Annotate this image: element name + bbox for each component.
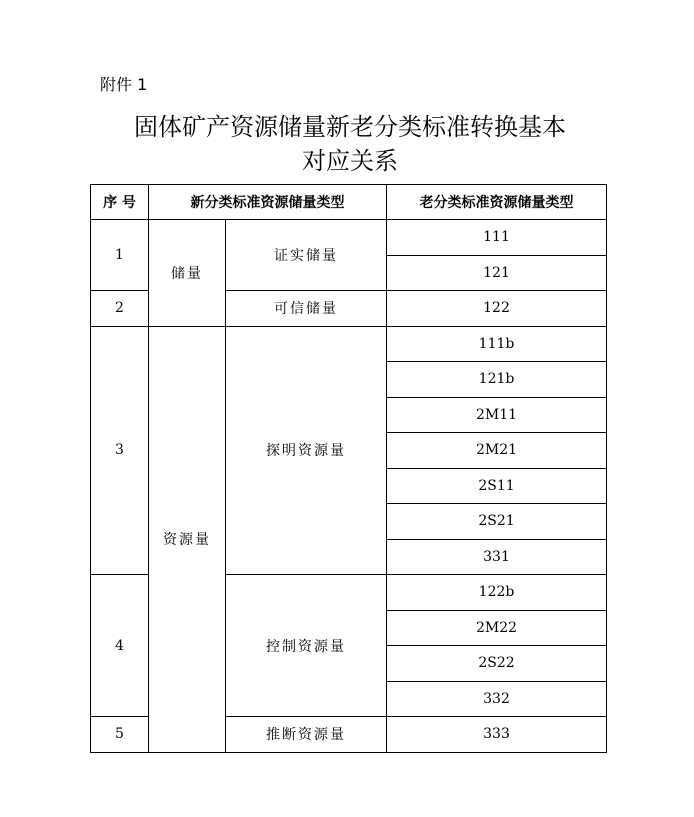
old-code-cell: 2S11	[387, 468, 607, 504]
row-index: 2	[91, 291, 149, 327]
table-header-row	[91, 185, 607, 220]
subtype-cell: 证实储量	[226, 220, 387, 291]
old-code-cell: 2M11	[387, 397, 607, 433]
header-index: 序 号	[91, 185, 149, 220]
header-old-type: 老分类标准资源储量类型	[387, 185, 607, 220]
document-title-line-1: 固体矿产资源储量新老分类标准转换基本	[134, 113, 566, 141]
subtype-cell: 控制资源量	[226, 575, 387, 717]
old-code-cell: 2M22	[387, 610, 607, 646]
subtype-cell: 探明资源量	[226, 326, 387, 575]
attachment-label: 附件 1	[100, 75, 148, 94]
row-index: 4	[91, 575, 149, 717]
group-resource: 资源量	[149, 326, 226, 752]
old-code-cell: 121b	[387, 362, 607, 398]
group-reserve: 储量	[149, 220, 226, 327]
old-code-cell: 331	[387, 539, 607, 575]
old-code-cell: 122b	[387, 575, 607, 611]
row-index: 3	[91, 326, 149, 575]
row-index: 1	[91, 220, 149, 291]
old-code-cell: 2M21	[387, 433, 607, 469]
classification-mapping-table	[90, 184, 607, 753]
old-code-cell: 333	[387, 717, 607, 753]
table-row	[91, 220, 607, 256]
old-code-cell: 121	[387, 255, 607, 291]
header-new-type: 新分类标准资源储量类型	[149, 185, 387, 220]
document-title-line-2: 对应关系	[302, 147, 398, 175]
table-row	[91, 326, 607, 362]
subtype-cell: 可信储量	[226, 291, 387, 327]
old-code-cell: 122	[387, 291, 607, 327]
old-code-cell: 111	[387, 220, 607, 256]
subtype-cell: 推断资源量	[226, 717, 387, 753]
old-code-cell: 332	[387, 681, 607, 717]
old-code-cell: 2S21	[387, 504, 607, 540]
old-code-cell: 111b	[387, 326, 607, 362]
row-index: 5	[91, 717, 149, 753]
old-code-cell: 2S22	[387, 646, 607, 682]
